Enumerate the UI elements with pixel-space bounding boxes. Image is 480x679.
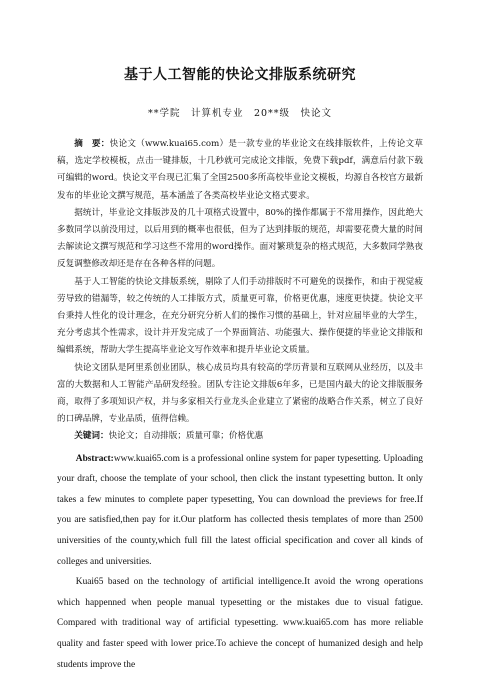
abstract-en-paragraph-1 (57, 449, 423, 573)
abstract-en-paragraph-2: Kuai65 based on the technology of artificial intelligence.It avoid the wrong operations which happenned when people manual typesetting or the mistakes due to visual fatigue. Compared with traditional way of artificial typesetting. www.kuai65.com has more reliable quality and faster speed with lower price.To achieve the concept of humanized desigh and help students improve the (57, 577, 423, 670)
paper-title: 基于人工智能的快论文排版系统研究 (124, 67, 356, 83)
abstract-cn-paragraph-2: 据统计，毕业论文排版涉及的几十项格式设置中，80%的操作都属于不常用操作，因此绝大多数同学以前没用过，以后用到的概率也很低，但为了达到排版的规范，却需要花费大量的时间去解读论文撰写规范和学习这些不常用的word操作。面对繁琐复杂的格式规范，大多数同学熟夜反复调整修改却还是存在各种各样的问题。 (57, 207, 423, 270)
abstract-cn-paragraph-3: 基于人工智能的快论文排版系统，剔除了人们手动排版时不可避免的误操作，和由于视觉疲劳导致的错漏等，较之传统的人工排版方式，质量更可靠，价格更优惠，速度更快捷。快论文平台秉持人性化的设计理念，在充分研究分析人们的操作习惯的基础上，针对应届毕业的大学生，充分考虑其个性需求，设计并开发完成了一个界面简洁、功能强大、操作便捷的毕业论文排版和编辑系统，帮助大学生提高毕业论文写作效率和提升毕业论文质量。 (57, 276, 423, 356)
keywords-cn (57, 428, 423, 445)
abstract-en-text-1: www.kuai65.com is a professional online system for paper typesetting. Uploading your draft, choose the template of your school, then click the instant typesetting button. It only takes a few minutes to complete paper typesetting, You can download the previews for free.If you are satisfied,then pay for it.Our platform has collected thesis templates of more than 2500 universities of the county,which full fill the latest official specification and cover all kinds of colleges and universities. (57, 453, 423, 567)
author-line: **学院 计算机专业 20**级 快论文 (147, 108, 333, 119)
abstract-cn-text-1: 快论文（www.kuai65.com）是一款专业的毕业论文在线排版软件，上传论文草稿，选定学校模板，点击一键排版，十几秒就可完成论文排版，免费下载pdf，满意后付款下载可编辑的word。快论文平台现已汇集了全国2500多所高校毕业论文模板，均源自各校官方最新发布的毕业论文撰写规范，基本涵盖了各类高校毕业论文格式要求。 (57, 139, 423, 201)
abstract-cn-paragraph-1 (57, 136, 423, 205)
keywords-cn-label: 关键词： (74, 431, 109, 442)
abstract-cn (57, 136, 423, 446)
abstract-cn-paragraph-4: 快论文团队是阿里系创业团队，核心成员均具有较高的学历背景和互联网从业经历，以及丰富的大数据和人工智能产品研发经验。团队专注论文排版6年多，已是国内最大的论文排版服务商，取得了多项知识产权，并与多家相关行业龙头企业建立了紧密的战略合作关系，树立了良好的口碑品牌，专业品质，值得信赖。 (57, 362, 423, 425)
abstract-en-label: Abstract: (75, 453, 114, 464)
keywords-cn-text: 快论文；自动排版；质量可靠；价格优惠 (108, 431, 264, 442)
abstract-en (57, 449, 423, 676)
abstract-cn-label: 摘 要： (74, 139, 110, 149)
